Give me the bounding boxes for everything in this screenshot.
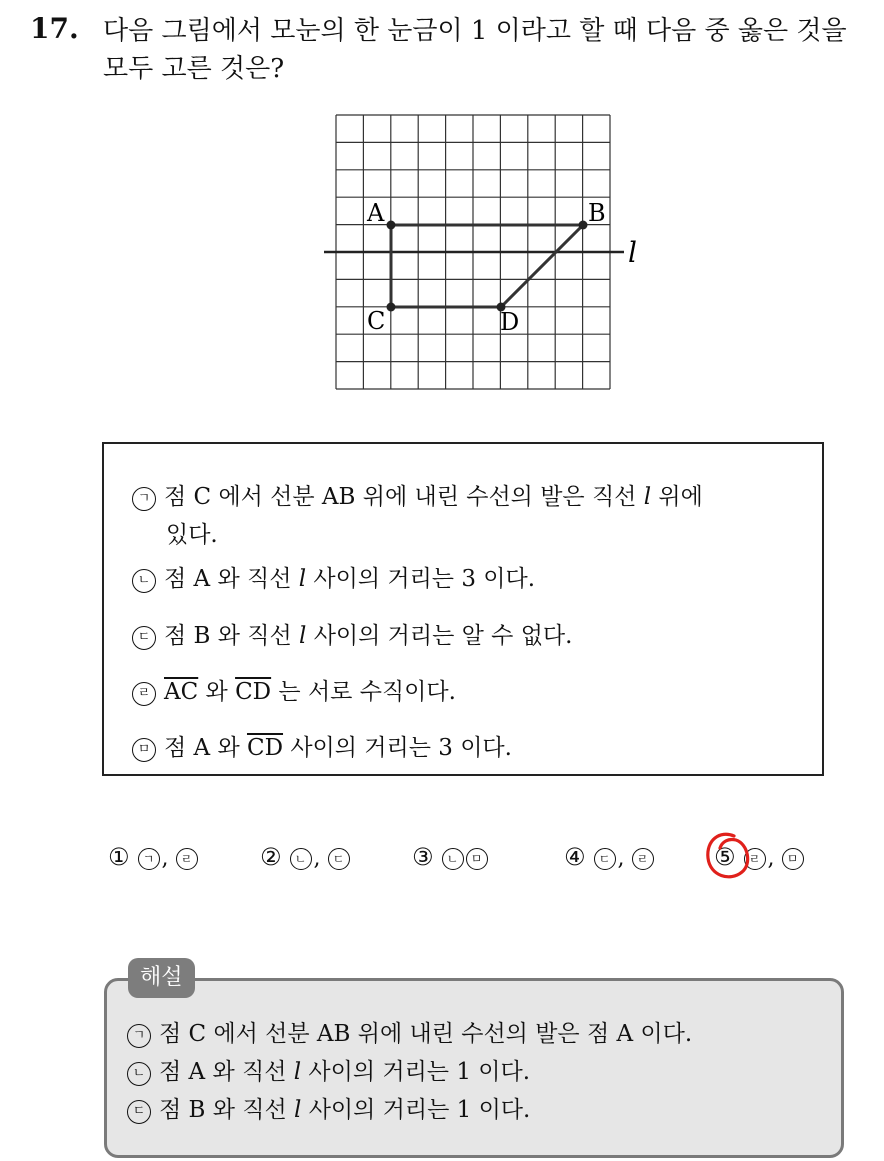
- point-B: [579, 221, 588, 230]
- explanation-line-2: ㄴ 점 A 와 직선 l 사이의 거리는 1 이다.: [127, 1057, 530, 1087]
- label-B: B: [588, 199, 606, 227]
- question-text: [103, 12, 873, 88]
- segment-CD: $\overline{CD}$: [235, 679, 272, 705]
- choice-3[interactable]: ③ ㄴ ㅁ: [412, 843, 490, 871]
- marker-digeut: ㄷ: [132, 626, 156, 650]
- statement-1: ㄱ 점 C 에서 선분 AB 위에 내린 수선의 발은 직선 l 위에: [132, 482, 703, 512]
- point-C: [387, 303, 396, 312]
- statement-5: ㅁ 점 A 와 $\overline{CD}$ 사이의 거리는 3 이다.: [132, 733, 512, 763]
- marker-giyeok: ㄱ: [132, 487, 156, 511]
- quadrilateral-ABDC: [391, 225, 583, 307]
- label-C: C: [367, 307, 386, 335]
- statement-1-cont: 있다.: [166, 522, 218, 548]
- segment-AC: $\overline{AC}$: [164, 679, 199, 705]
- question-line-2: 모두 고른 것은?: [103, 54, 285, 84]
- question-line-1: 다음 그림에서 모눈의 한 눈금이 1 이라고 할 때 다음 중 옳은 것을: [103, 16, 847, 46]
- statement-4: ㄹ $\overline{AC}$ 와 $\overline{CD}$ 는 서로 수직이다.: [132, 677, 456, 707]
- marker-rieul: ㄹ: [132, 682, 156, 706]
- choice-5[interactable]: ⑤ ㄹ , ㅁ: [714, 843, 806, 871]
- statement-box: [102, 442, 824, 776]
- explanation-box: [104, 978, 844, 1158]
- label-line-l: l: [628, 236, 637, 269]
- statement-2: ㄴ 점 A 와 직선 l 사이의 거리는 3 이다.: [132, 564, 535, 594]
- marker-mieum: ㅁ: [132, 738, 156, 762]
- choice-2[interactable]: ② ㄴ , ㄷ: [260, 843, 352, 871]
- label-A: A: [367, 199, 385, 227]
- question-number: 17.: [30, 12, 79, 45]
- label-D: D: [500, 308, 520, 336]
- statement-3: ㄷ 점 B 와 직선 l 사이의 거리는 알 수 없다.: [132, 621, 572, 651]
- choice-4[interactable]: ④ ㄷ , ㄹ: [564, 843, 656, 871]
- answer-circle-mark: [700, 828, 756, 888]
- segment-CD: $\overline{CD}$: [246, 735, 284, 761]
- point-A: [387, 221, 396, 230]
- explanation-line-3: ㄷ 점 B 와 직선 l 사이의 거리는 1 이다.: [127, 1095, 530, 1125]
- marker-nieun: ㄴ: [132, 569, 156, 593]
- explanation-tag: 해설: [128, 958, 195, 998]
- choice-1[interactable]: ① ㄱ , ㄹ: [108, 843, 200, 871]
- explanation-line-1: ㄱ 점 C 에서 선분 AB 위에 내린 수선의 발은 점 A 이다.: [127, 1019, 692, 1049]
- grid-figure: [318, 110, 658, 400]
